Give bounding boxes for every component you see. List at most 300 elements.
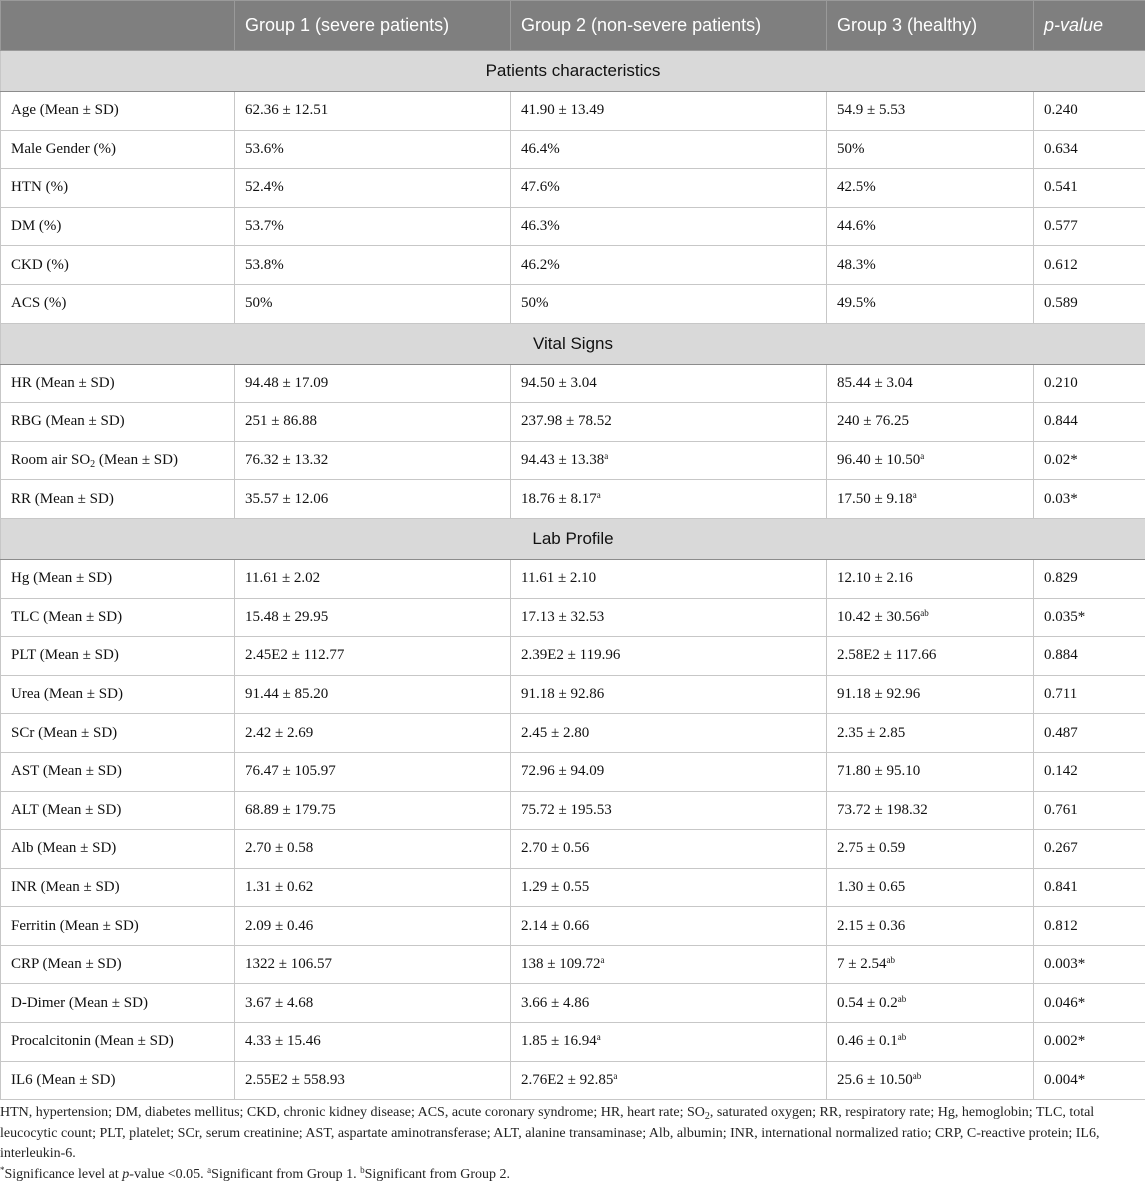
cell-group-1 — [235, 830, 511, 869]
cell-group-1 — [235, 207, 511, 246]
cell-text: 2.45 ± 2.80 — [521, 725, 589, 741]
cell-group-1 — [235, 441, 511, 480]
cell-text: Urea (Mean ± SD) — [11, 686, 123, 702]
cell-group-2 — [511, 403, 827, 442]
cell-text: 85.44 ± 3.04 — [837, 375, 913, 391]
cell-group-3 — [827, 945, 1034, 984]
cell-text: 2.35 ± 2.85 — [837, 725, 905, 741]
cell-text: HR (Mean ± SD) — [11, 375, 115, 391]
cell-text: 94.48 ± 17.09 — [245, 375, 328, 391]
cell-text: CKD (%) — [11, 257, 69, 273]
cell-group-2 — [511, 284, 827, 323]
cell-p-value — [1034, 403, 1145, 442]
cell-variable — [1, 130, 235, 169]
significance-mark: a — [913, 490, 917, 500]
cell-text-suffix: (Mean ± SD) — [95, 452, 178, 468]
cell-text: 0.003* — [1044, 956, 1085, 972]
cell-text: 50% — [837, 141, 865, 157]
cell-group-1 — [235, 945, 511, 984]
cell-text: 53.8% — [245, 257, 284, 273]
cell-text: Hg (Mean ± SD) — [11, 570, 112, 586]
sig-text: Significance level at — [5, 1167, 123, 1182]
cell-variable — [1, 207, 235, 246]
cell-text: Room air SO — [11, 452, 90, 468]
cell-text: 0.02* — [1044, 452, 1078, 468]
cell-text: 62.36 ± 12.51 — [245, 102, 328, 118]
cell-group-1 — [235, 92, 511, 131]
cell-group-3 — [827, 637, 1034, 676]
cell-text: 0.829 — [1044, 570, 1078, 586]
cell-group-2 — [511, 130, 827, 169]
cell-group-2 — [511, 207, 827, 246]
cell-text: 0.487 — [1044, 725, 1078, 741]
significance-mark: a — [597, 490, 601, 500]
cell-group-2 — [511, 1023, 827, 1062]
cell-text: 17.50 ± 9.18 — [837, 491, 913, 507]
cell-p-value — [1034, 559, 1145, 598]
cell-group-1 — [235, 907, 511, 946]
cell-variable — [1, 284, 235, 323]
cell-text: 15.48 ± 29.95 — [245, 609, 328, 625]
table-row — [1, 364, 1145, 403]
significance-mark: ab — [913, 1071, 922, 1081]
cell-p-value — [1034, 907, 1145, 946]
cell-group-2 — [511, 907, 827, 946]
cell-text: 47.6% — [521, 179, 560, 195]
cell-group-2 — [511, 92, 827, 131]
cell-group-1 — [235, 752, 511, 791]
significance-mark: ab — [898, 994, 907, 1004]
cell-text: 1.85 ± 16.94 — [521, 1033, 597, 1049]
sig-text-2: -value <0.05. — [129, 1167, 207, 1182]
section-title: Vital Signs — [1, 323, 1145, 364]
cell-group-3 — [827, 441, 1034, 480]
cell-variable — [1, 945, 235, 984]
cell-text: 2.70 ± 0.56 — [521, 840, 589, 856]
cell-text: 1.30 ± 0.65 — [837, 879, 905, 895]
cell-group-1 — [235, 675, 511, 714]
cell-variable — [1, 714, 235, 753]
cell-text: 0.002* — [1044, 1033, 1085, 1049]
table-row — [1, 714, 1145, 753]
cell-group-1 — [235, 364, 511, 403]
cell-group-2 — [511, 598, 827, 637]
cell-text: 2.14 ± 0.66 — [521, 918, 589, 934]
cell-text: Age (Mean ± SD) — [11, 102, 119, 118]
cell-group-2 — [511, 559, 827, 598]
cell-text: 7 ± 2.54 — [837, 956, 886, 972]
section-row — [1, 323, 1145, 364]
table-row — [1, 246, 1145, 285]
cell-p-value — [1034, 480, 1145, 519]
table-row — [1, 637, 1145, 676]
cell-variable — [1, 364, 235, 403]
cell-group-3 — [827, 984, 1034, 1023]
cell-text: 0.711 — [1044, 686, 1077, 702]
table-footnotes — [0, 1103, 1130, 1185]
cell-group-1 — [235, 714, 511, 753]
table-row — [1, 480, 1145, 519]
cell-p-value — [1034, 714, 1145, 753]
cell-text: 0.46 ± 0.1 — [837, 1033, 898, 1049]
cell-p-value — [1034, 246, 1145, 285]
table-row — [1, 830, 1145, 869]
cell-text: 240 ± 76.25 — [837, 413, 909, 429]
cell-group-3 — [827, 169, 1034, 208]
cell-text: 41.90 ± 13.49 — [521, 102, 604, 118]
cell-text: 0.812 — [1044, 918, 1078, 934]
cell-p-value — [1034, 364, 1145, 403]
cell-text: HTN (%) — [11, 179, 68, 195]
cell-text: 2.45E2 ± 112.77 — [245, 647, 344, 663]
sig-p: p — [122, 1167, 129, 1182]
cell-text: 10.42 ± 30.56 — [837, 609, 920, 625]
sig-a-mark: a — [207, 1165, 211, 1175]
table-header-row — [1, 1, 1145, 51]
cell-group-1 — [235, 246, 511, 285]
cell-text: 0.035* — [1044, 609, 1085, 625]
cell-text: 2.75 ± 0.59 — [837, 840, 905, 856]
cell-group-1 — [235, 637, 511, 676]
cell-text: D-Dimer (Mean ± SD) — [11, 995, 148, 1011]
cell-text: 52.4% — [245, 179, 284, 195]
cell-text: 0.589 — [1044, 295, 1078, 311]
cell-text: AST (Mean ± SD) — [11, 763, 122, 779]
cell-group-1 — [235, 1061, 511, 1100]
cell-text: ACS (%) — [11, 295, 66, 311]
significance-mark: ab — [920, 608, 929, 618]
cell-p-value — [1034, 284, 1145, 323]
cell-text: 68.89 ± 179.75 — [245, 802, 336, 818]
cell-variable — [1, 675, 235, 714]
cell-text: 25.6 ± 10.50 — [837, 1072, 913, 1088]
section-title: Lab Profile — [1, 518, 1145, 559]
cell-group-1 — [235, 984, 511, 1023]
cell-text: 2.09 ± 0.46 — [245, 918, 313, 934]
cell-text: 1.29 ± 0.55 — [521, 879, 589, 895]
table-row — [1, 752, 1145, 791]
cell-group-3 — [827, 714, 1034, 753]
cell-text: ALT (Mean ± SD) — [11, 802, 121, 818]
cell-text: 46.2% — [521, 257, 560, 273]
table-row — [1, 907, 1145, 946]
table-row — [1, 598, 1145, 637]
cell-text: 44.6% — [837, 218, 876, 234]
cell-group-2 — [511, 752, 827, 791]
table-row — [1, 441, 1145, 480]
table-row — [1, 945, 1145, 984]
abbreviations-note — [0, 1103, 1130, 1165]
cell-variable — [1, 907, 235, 946]
cell-text: 46.4% — [521, 141, 560, 157]
cell-group-2 — [511, 169, 827, 208]
cell-text: INR (Mean ± SD) — [11, 879, 120, 895]
cell-text: RR (Mean ± SD) — [11, 491, 114, 507]
cell-text: 73.72 ± 198.32 — [837, 802, 928, 818]
cell-text: 0.541 — [1044, 179, 1078, 195]
cell-variable — [1, 480, 235, 519]
cell-variable — [1, 559, 235, 598]
cell-group-2 — [511, 675, 827, 714]
cell-group-3 — [827, 752, 1034, 791]
cell-text: 2.76E2 ± 92.85 — [521, 1072, 613, 1088]
cell-group-2 — [511, 637, 827, 676]
cell-text: Procalcitonin (Mean ± SD) — [11, 1033, 174, 1049]
cell-text: 94.43 ± 13.38 — [521, 452, 604, 468]
cell-group-2 — [511, 984, 827, 1023]
cell-p-value — [1034, 169, 1145, 208]
header-cell-p-value — [1034, 1, 1145, 51]
sig-a-text: Significant from Group 1. — [211, 1167, 360, 1182]
cell-group-3 — [827, 598, 1034, 637]
cell-text: 0.142 — [1044, 763, 1078, 779]
cell-text: 251 ± 86.88 — [245, 413, 317, 429]
cell-text: IL6 (Mean ± SD) — [11, 1072, 115, 1088]
cell-text: 54.9 ± 5.53 — [837, 102, 905, 118]
cell-p-value — [1034, 598, 1145, 637]
cell-group-3 — [827, 246, 1034, 285]
cell-text: 11.61 ± 2.10 — [521, 570, 596, 586]
cell-text: SCr (Mean ± SD) — [11, 725, 117, 741]
cell-text: 91.18 ± 92.86 — [521, 686, 604, 702]
cell-group-1 — [235, 559, 511, 598]
cell-variable — [1, 246, 235, 285]
section-row — [1, 518, 1145, 559]
cell-variable — [1, 637, 235, 676]
table-row — [1, 791, 1145, 830]
cell-p-value — [1034, 207, 1145, 246]
cell-variable — [1, 403, 235, 442]
cell-group-3 — [827, 364, 1034, 403]
cell-p-value — [1034, 1061, 1145, 1100]
sig-b-mark: b — [360, 1165, 365, 1175]
cell-text: 96.40 ± 10.50 — [837, 452, 920, 468]
table-row — [1, 169, 1145, 208]
cell-variable — [1, 830, 235, 869]
table-row — [1, 403, 1145, 442]
header-cell-group-1: Group 1 (severe patients) — [235, 1, 511, 51]
cell-text: 0.210 — [1044, 375, 1078, 391]
cell-text: 3.66 ± 4.86 — [521, 995, 589, 1011]
cell-text: 3.67 ± 4.68 — [245, 995, 313, 1011]
abbrev-subscript: 2 — [705, 1111, 710, 1122]
header-cell-group-2: Group 2 (non-severe patients) — [511, 1, 827, 51]
cell-group-3 — [827, 830, 1034, 869]
cell-variable — [1, 1061, 235, 1100]
significance-mark: a — [920, 451, 924, 461]
cell-group-3 — [827, 403, 1034, 442]
cell-p-value — [1034, 830, 1145, 869]
cell-p-value — [1034, 868, 1145, 907]
cell-text: 0.03* — [1044, 491, 1078, 507]
cell-text: 0.884 — [1044, 647, 1078, 663]
section-title: Patients characteristics — [1, 51, 1145, 92]
cell-subscript: 2 — [90, 459, 95, 470]
significance-mark: a — [604, 451, 608, 461]
cell-group-2 — [511, 945, 827, 984]
cell-text: 2.42 ± 2.69 — [245, 725, 313, 741]
cell-text: 49.5% — [837, 295, 876, 311]
sig-b-text: Significant from Group 2. — [365, 1167, 510, 1182]
cell-text: 0.761 — [1044, 802, 1078, 818]
significance-mark: ab — [898, 1032, 907, 1042]
cell-group-3 — [827, 1061, 1034, 1100]
cell-text: PLT (Mean ± SD) — [11, 647, 119, 663]
cell-group-1 — [235, 480, 511, 519]
cell-p-value — [1034, 945, 1145, 984]
significance-mark: a — [597, 1032, 601, 1042]
cell-variable — [1, 1023, 235, 1062]
cell-group-2 — [511, 714, 827, 753]
cell-text: 91.18 ± 92.96 — [837, 686, 920, 702]
cell-text: 50% — [521, 295, 549, 311]
cell-text: 76.32 ± 13.32 — [245, 452, 328, 468]
cell-group-3 — [827, 1023, 1034, 1062]
cell-text: 2.55E2 ± 558.93 — [245, 1072, 345, 1088]
cell-text: RBG (Mean ± SD) — [11, 413, 125, 429]
cell-group-3 — [827, 284, 1034, 323]
cell-text: 76.47 ± 105.97 — [245, 763, 336, 779]
table-row — [1, 868, 1145, 907]
table-row — [1, 675, 1145, 714]
cell-text: 42.5% — [837, 179, 876, 195]
cell-variable — [1, 791, 235, 830]
cell-group-2 — [511, 791, 827, 830]
cell-group-1 — [235, 403, 511, 442]
cell-text: 46.3% — [521, 218, 560, 234]
table-row — [1, 207, 1145, 246]
abbrev-text-1: HTN, hypertension; DM, diabetes mellitus; CKD, chronic kidney disease; ACS, acute coronary syndrome; HR, heart rate; SO — [0, 1105, 705, 1120]
cell-text: 94.50 ± 3.04 — [521, 375, 597, 391]
cell-variable — [1, 598, 235, 637]
cell-text: 0.267 — [1044, 840, 1078, 856]
cell-group-1 — [235, 130, 511, 169]
cell-variable — [1, 441, 235, 480]
cell-text: 0.612 — [1044, 257, 1078, 273]
cell-p-value — [1034, 637, 1145, 676]
cell-p-value — [1034, 675, 1145, 714]
cell-group-1 — [235, 791, 511, 830]
cell-text: 11.61 ± 2.02 — [245, 570, 320, 586]
cell-text: 53.6% — [245, 141, 284, 157]
cell-variable — [1, 868, 235, 907]
cell-group-3 — [827, 559, 1034, 598]
cell-text: Male Gender (%) — [11, 141, 116, 157]
cell-text: 0.004* — [1044, 1072, 1085, 1088]
cell-group-2 — [511, 441, 827, 480]
cell-group-1 — [235, 1023, 511, 1062]
cell-variable — [1, 984, 235, 1023]
cell-group-3 — [827, 791, 1034, 830]
cell-text: Alb (Mean ± SD) — [11, 840, 116, 856]
cell-text: 2.70 ± 0.58 — [245, 840, 313, 856]
cell-text: 0.841 — [1044, 879, 1078, 895]
cell-p-value — [1034, 1023, 1145, 1062]
cell-p-value — [1034, 791, 1145, 830]
table-row — [1, 130, 1145, 169]
cell-text: 53.7% — [245, 218, 284, 234]
cell-group-2 — [511, 364, 827, 403]
table-row — [1, 1061, 1145, 1100]
cell-text: TLC (Mean ± SD) — [11, 609, 122, 625]
cell-text: 0.844 — [1044, 413, 1078, 429]
cell-group-3 — [827, 868, 1034, 907]
cell-text: 237.98 ± 78.52 — [521, 413, 612, 429]
cell-variable — [1, 752, 235, 791]
cell-group-3 — [827, 130, 1034, 169]
table-row — [1, 984, 1145, 1023]
table-row — [1, 284, 1145, 323]
table-row — [1, 559, 1145, 598]
cell-group-1 — [235, 169, 511, 208]
cell-text: 18.76 ± 8.17 — [521, 491, 597, 507]
cell-group-3 — [827, 675, 1034, 714]
cell-group-2 — [511, 246, 827, 285]
cell-group-2 — [511, 868, 827, 907]
cell-text: 2.58E2 ± 117.66 — [837, 647, 936, 663]
header-cell-variable — [1, 1, 235, 51]
significance-mark: ab — [886, 955, 895, 965]
table-row — [1, 1023, 1145, 1062]
cell-text: 12.10 ± 2.16 — [837, 570, 913, 586]
cell-text: 1322 ± 106.57 — [245, 956, 332, 972]
cell-text: 0.634 — [1044, 141, 1078, 157]
cell-p-value — [1034, 984, 1145, 1023]
cell-text: 0.046* — [1044, 995, 1085, 1011]
cell-text: Ferritin (Mean ± SD) — [11, 918, 139, 934]
cell-p-value — [1034, 752, 1145, 791]
cell-p-value — [1034, 441, 1145, 480]
cell-text: 0.54 ± 0.2 — [837, 995, 898, 1011]
cell-group-2 — [511, 480, 827, 519]
cell-group-2 — [511, 830, 827, 869]
section-row — [1, 51, 1145, 92]
cell-group-3 — [827, 92, 1034, 131]
cell-group-3 — [827, 907, 1034, 946]
cell-text: 2.39E2 ± 119.96 — [521, 647, 620, 663]
cell-group-3 — [827, 480, 1034, 519]
cell-text: 75.72 ± 195.53 — [521, 802, 612, 818]
cell-group-3 — [827, 207, 1034, 246]
cell-text: 0.577 — [1044, 218, 1078, 234]
table-row — [1, 92, 1145, 131]
cell-text: 91.44 ± 85.20 — [245, 686, 328, 702]
cell-variable — [1, 169, 235, 208]
table-body — [1, 51, 1145, 1100]
cell-group-1 — [235, 868, 511, 907]
cell-text: 72.96 ± 94.09 — [521, 763, 604, 779]
significance-mark: a — [613, 1071, 617, 1081]
cell-text: DM (%) — [11, 218, 61, 234]
cell-text: 50% — [245, 295, 273, 311]
cell-text: 4.33 ± 15.46 — [245, 1033, 321, 1049]
sig-star: * — [0, 1165, 5, 1175]
significance-mark: a — [600, 955, 604, 965]
cell-p-value — [1034, 130, 1145, 169]
cell-text: 0.240 — [1044, 102, 1078, 118]
cell-group-1 — [235, 598, 511, 637]
cell-group-1 — [235, 284, 511, 323]
cell-p-value — [1034, 92, 1145, 131]
abbrev-text-2: , saturated oxygen; RR, respiratory rate; Hg, hemoglobin; TLC, total leucocytic count; PLT, platelet; SCr, serum creatinine; AST, aspartate aminotransferase; ALT, alanine transaminase; Alb, albumin; INR, international normalized ratio; CRP, C-reactive protein; IL6, interleukin-6. — [0, 1105, 1099, 1161]
cell-text: 48.3% — [837, 257, 876, 273]
p-value-label: p-value — [1044, 15, 1103, 35]
cell-text: 17.13 ± 32.53 — [521, 609, 604, 625]
header-cell-group-3: Group 3 (healthy) — [827, 1, 1034, 51]
cell-text: 71.80 ± 95.10 — [837, 763, 920, 779]
cell-text: CRP (Mean ± SD) — [11, 956, 122, 972]
cell-group-2 — [511, 1061, 827, 1100]
